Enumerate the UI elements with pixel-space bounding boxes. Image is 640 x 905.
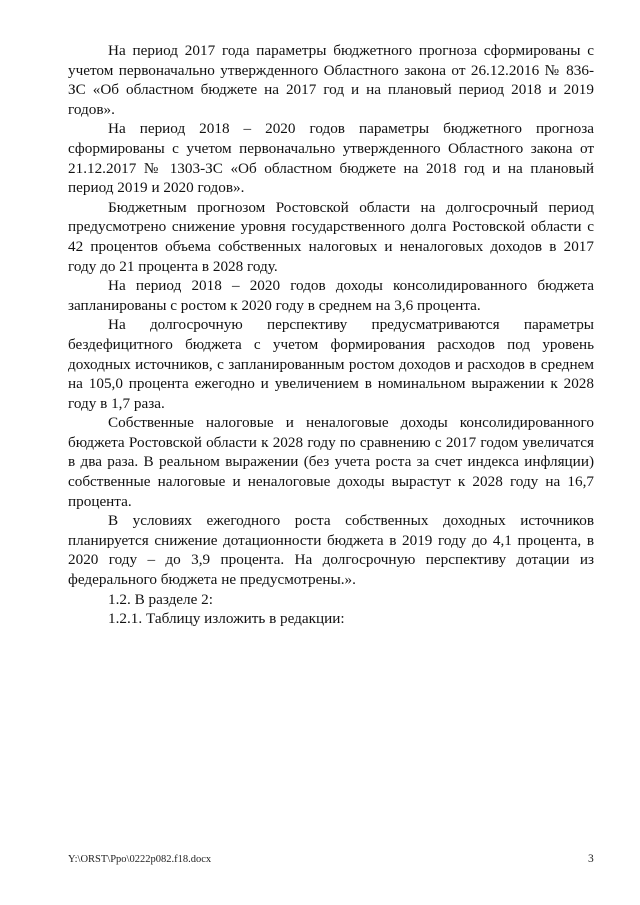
paragraph-budget-forecast-2018-2020: На период 2018 – 2020 годов параметры бюджетного прогноза сформированы с учетом первоначально утвержденного Областного закона от 21.12.2017 № 1303-ЗС «Об областном бюджете на 2018 год и на плановый период 2019 и 2020 годов». <box>68 120 594 197</box>
paragraph-deficit-free-budget: На долгосрочную перспективу предусматриваются параметры бездефицитного бюджета с учетом формирования расходов под уровень доходных источников, с запланированным ростом доходов и расходов в среднем на 105,0 процента ежегодно и увеличением в номинальном выражении к 2028 году в 1,7 раза. <box>68 316 594 412</box>
footer-file-path: Y:\ORST\Ppo\0222p082.f18.docx <box>68 854 212 865</box>
paragraph-table-edit: 1.2.1. Таблицу изложить в редакции: <box>108 610 345 628</box>
paragraph-own-revenues-growth: Собственные налоговые и неналоговые доходы консолидированного бюджета Ростовской области к 2028 году по сравнению с 2017 годом увеличатся в два раза. В реальном выражении (без учета роста за счет индекса инфляции) собственные налоговые и неналоговые доходы вырастут к 2028 году на 16,7 процента. <box>68 414 594 510</box>
page-number: 3 <box>588 853 594 865</box>
paragraph-section-2: 1.2. В разделе 2: <box>108 590 213 608</box>
paragraph-state-debt-reduction: Бюджетным прогнозом Ростовской области на долгосрочный период предусмотрено снижение уровня государственного долга Ростовской области с 42 процентов объема собственных налоговых и неналоговых доходов в 2017 году до 21 процента в 2028 году. <box>68 198 594 275</box>
paragraph-subsidy-reduction: В условиях ежегодного роста собственных доходных источников планируется снижение дотационности бюджета в 2019 году до 4,1 процента, в 2020 году – до 3,9 процента. На долгосрочную перспективу дотации из федерального бюджета не предусмотрены.». <box>68 512 594 589</box>
paragraph-budget-forecast-2017: На период 2017 года параметры бюджетного прогноза сформированы с учетом первоначально утвержденного Областного закона от 26.12.2016 № 836-ЗС «Об областном бюджете на 2017 год и на плановый период 2018 и 2019 годов». <box>68 42 594 118</box>
document-body <box>68 41 594 629</box>
paragraph-consolidated-revenue: На период 2018 – 2020 годов доходы консолидированного бюджета запланированы с ростом к 2020 году в среднем на 3,6 процента. <box>68 277 594 314</box>
